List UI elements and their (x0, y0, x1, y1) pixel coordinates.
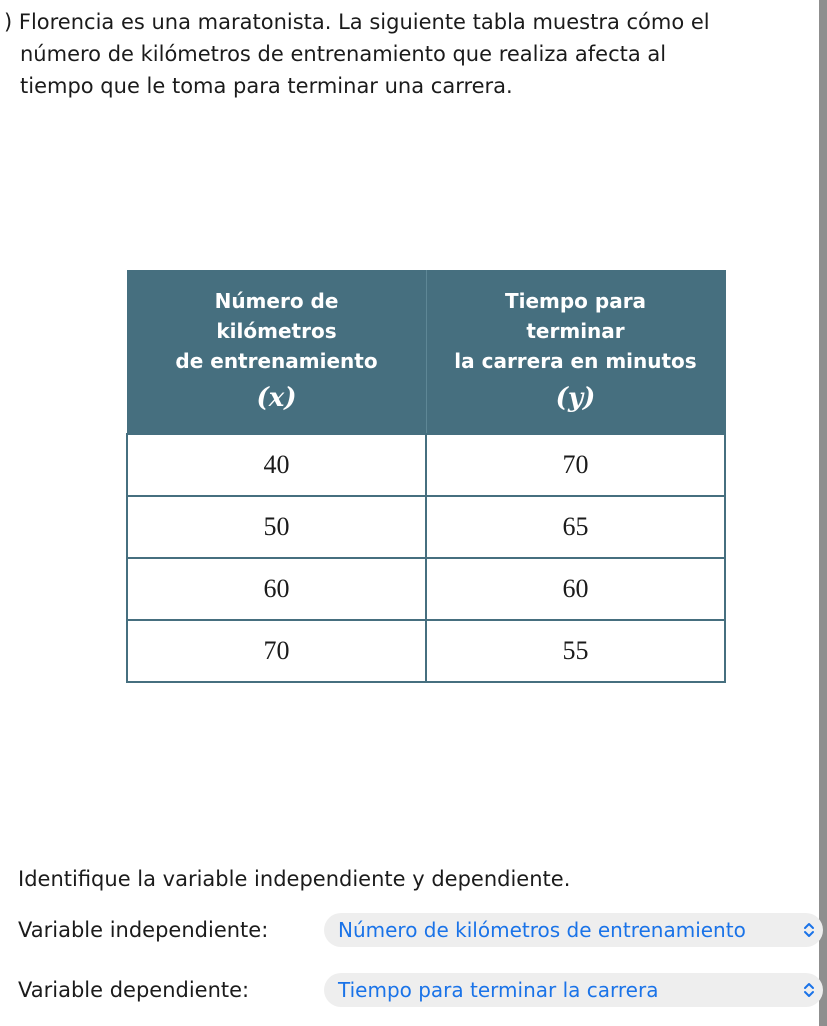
table-row (127, 434, 725, 496)
question-prompt: Identifique la variable independiente y dependiente. (18, 867, 571, 891)
variable-x-label: (x) (256, 383, 297, 413)
cell-minutes: 65 (426, 496, 725, 558)
column-header-time (426, 271, 725, 435)
dependent-variable-select[interactable] (324, 973, 823, 1007)
header-line: Número de (214, 289, 339, 313)
cell-kilometers: 60 (127, 558, 426, 620)
independent-variable-label: Variable independiente: (18, 918, 269, 942)
header-line: de entrenamiento (175, 349, 378, 373)
table-row (127, 620, 725, 682)
independent-variable-select[interactable] (324, 913, 823, 947)
table-row (127, 496, 725, 558)
scrollbar-edge (819, 0, 827, 1026)
dependent-variable-value: Tiempo para terminar la carrera (338, 978, 659, 1002)
variable-y-label: (y) (555, 383, 596, 413)
chevron-up-down-icon (803, 981, 815, 999)
header-line: la carrera en minutos (454, 349, 697, 373)
problem-statement (4, 6, 814, 102)
problem-line: tiempo que le toma para terminar una carrera. (20, 74, 513, 98)
problem-line: número de kilómetros de entrenamiento que realiza afecta al (20, 42, 667, 66)
cell-minutes: 60 (426, 558, 725, 620)
problem-line: ) Florencia es una maratonista. La siguiente tabla muestra cómo el (4, 10, 710, 34)
cell-kilometers: 40 (127, 434, 426, 496)
independent-variable-value: Número de kilómetros de entrenamiento (338, 918, 746, 942)
header-line: kilómetros (216, 319, 337, 343)
dependent-variable-label: Variable dependiente: (18, 978, 250, 1002)
table-row (127, 558, 725, 620)
table-header-row (127, 271, 725, 435)
cell-kilometers: 50 (127, 496, 426, 558)
chevron-up-down-icon (803, 921, 815, 939)
cell-minutes: 55 (426, 620, 725, 682)
training-time-table (126, 270, 726, 683)
cell-kilometers: 70 (127, 620, 426, 682)
column-header-kilometers (127, 271, 426, 435)
cell-minutes: 70 (426, 434, 725, 496)
header-line: Tiempo para (504, 289, 647, 313)
header-line: terminar (526, 319, 625, 343)
